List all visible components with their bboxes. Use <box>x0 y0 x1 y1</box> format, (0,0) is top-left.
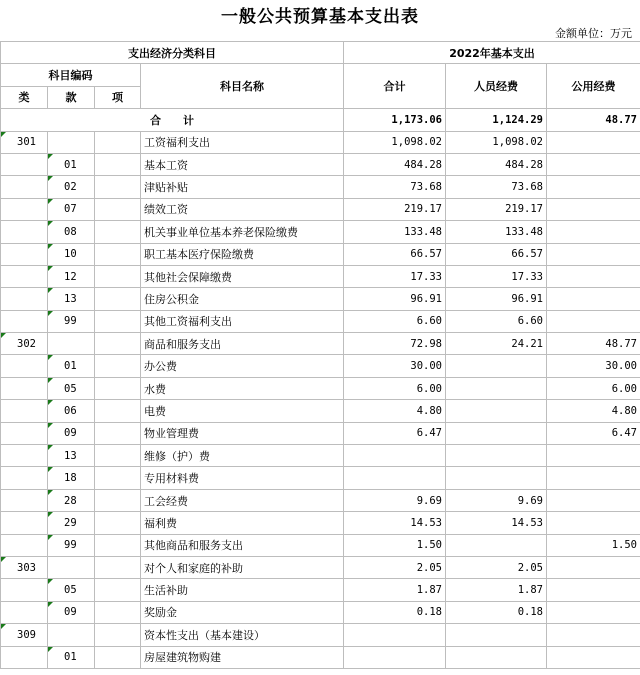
item-code-cell: 99 <box>48 534 95 556</box>
class-code-cell <box>1 445 48 467</box>
total-cell: 66.57 <box>344 243 446 265</box>
class-code-cell: 303 <box>1 556 48 578</box>
subject-name-cell: 奖励金 <box>141 601 344 623</box>
item-code-cell: 02 <box>48 176 95 198</box>
public-cell <box>547 198 640 220</box>
sub-code-cell <box>95 601 141 623</box>
sub-code-cell <box>95 445 141 467</box>
public-cell: 4.80 <box>547 400 640 422</box>
public-cell <box>547 131 640 153</box>
item-code-cell: 01 <box>48 153 95 175</box>
table-row <box>1 243 640 265</box>
table-row <box>1 601 640 623</box>
item-code-cell: 05 <box>48 579 95 601</box>
item-code-cell: 09 <box>48 601 95 623</box>
subject-name-cell: 工资福利支出 <box>141 131 344 153</box>
subject-name-cell: 其他工资福利支出 <box>141 310 344 332</box>
total-cell: 14.53 <box>344 512 446 534</box>
total-cell: 9.69 <box>344 489 446 511</box>
item-code-cell: 01 <box>48 646 95 668</box>
item-code-cell <box>48 333 95 355</box>
total-cell: 1.87 <box>344 579 446 601</box>
public-cell: 6.00 <box>547 377 640 399</box>
table-row <box>1 153 640 175</box>
class-code-cell <box>1 355 48 377</box>
subject-name-cell: 其他社会保障缴费 <box>141 265 344 287</box>
public-cell <box>547 445 640 467</box>
item-code-cell: 13 <box>48 445 95 467</box>
personnel-cell <box>446 646 547 668</box>
total-cell: 30.00 <box>344 355 446 377</box>
personnel-cell: 96.91 <box>446 288 547 310</box>
table-row <box>1 288 640 310</box>
total-cell: 96.91 <box>344 288 446 310</box>
table-row <box>1 377 640 399</box>
public-cell: 6.47 <box>547 422 640 444</box>
item-code-cell: 07 <box>48 198 95 220</box>
sub-code-cell <box>95 131 141 153</box>
header-personnel: 人员经费 <box>446 64 547 109</box>
sub-code-cell <box>95 310 141 332</box>
item-code-cell: 18 <box>48 467 95 489</box>
public-cell <box>547 153 640 175</box>
total-cell: 4.80 <box>344 400 446 422</box>
total-cell: 6.00 <box>344 377 446 399</box>
page-title: 一般公共预算基本支出表 <box>221 7 419 27</box>
personnel-cell <box>446 467 547 489</box>
public-cell <box>547 310 640 332</box>
class-code-cell <box>1 579 48 601</box>
item-code-cell: 05 <box>48 377 95 399</box>
total-cell: 17.33 <box>344 265 446 287</box>
total-cell: 6.47 <box>344 422 446 444</box>
item-code-cell <box>48 624 95 646</box>
header-left-group: 支出经济分类科目 <box>1 42 344 64</box>
total-cell: 73.68 <box>344 176 446 198</box>
subject-name-cell: 商品和服务支出 <box>141 333 344 355</box>
table-body <box>1 109 640 669</box>
subject-name-cell: 职工基本医疗保险缴费 <box>141 243 344 265</box>
class-code-cell <box>1 288 48 310</box>
public-cell: 48.77 <box>547 333 640 355</box>
sub-code-cell <box>95 333 141 355</box>
personnel-cell: 66.57 <box>446 243 547 265</box>
public-cell <box>547 243 640 265</box>
item-code-cell: 13 <box>48 288 95 310</box>
item-code-cell: 10 <box>48 243 95 265</box>
class-code-cell <box>1 646 48 668</box>
personnel-cell: 484.28 <box>446 153 547 175</box>
subject-name-cell: 办公费 <box>141 355 344 377</box>
item-code-cell: 28 <box>48 489 95 511</box>
sub-code-cell <box>95 467 141 489</box>
total-cell: 72.98 <box>344 333 446 355</box>
public-cell <box>547 512 640 534</box>
total-cell: 133.48 <box>344 221 446 243</box>
class-code-cell <box>1 198 48 220</box>
total-cell: 1.50 <box>344 534 446 556</box>
table-row <box>1 467 640 489</box>
class-code-cell: 302 <box>1 333 48 355</box>
table-row <box>1 445 640 467</box>
class-code-cell <box>1 489 48 511</box>
header-right-group: 2022年基本支出 <box>344 42 640 64</box>
subject-name-cell: 专用材料费 <box>141 467 344 489</box>
subject-name-cell: 机关事业单位基本养老保险缴费 <box>141 221 344 243</box>
total-public: 48.77 <box>547 109 640 131</box>
personnel-cell: 24.21 <box>446 333 547 355</box>
public-cell <box>547 601 640 623</box>
subject-name-cell: 对个人和家庭的补助 <box>141 556 344 578</box>
table-row <box>1 646 640 668</box>
subject-name-cell: 电费 <box>141 400 344 422</box>
total-personnel: 1,124.29 <box>446 109 547 131</box>
personnel-cell: 2.05 <box>446 556 547 578</box>
personnel-cell: 133.48 <box>446 221 547 243</box>
sub-code-cell <box>95 579 141 601</box>
class-code-cell: 301 <box>1 131 48 153</box>
class-code-cell <box>1 467 48 489</box>
sub-code-cell <box>95 512 141 534</box>
table-row <box>1 355 640 377</box>
item-code-cell: 08 <box>48 221 95 243</box>
public-cell <box>547 288 640 310</box>
sub-code-cell <box>95 646 141 668</box>
class-code-cell <box>1 265 48 287</box>
subject-name-cell: 生活补助 <box>141 579 344 601</box>
header-item: 款 <box>48 86 95 108</box>
item-code-cell: 29 <box>48 512 95 534</box>
class-code-cell: 309 <box>1 624 48 646</box>
table-row <box>1 131 640 153</box>
personnel-cell: 6.60 <box>446 310 547 332</box>
header-name: 科目名称 <box>141 64 344 109</box>
subject-name-cell: 绩效工资 <box>141 198 344 220</box>
total-cell: 0.18 <box>344 601 446 623</box>
item-code-cell: 06 <box>48 400 95 422</box>
item-code-cell <box>48 556 95 578</box>
total-cell: 1,098.02 <box>344 131 446 153</box>
public-cell: 1.50 <box>547 534 640 556</box>
sub-code-cell <box>95 422 141 444</box>
item-code-cell: 99 <box>48 310 95 332</box>
public-cell <box>547 624 640 646</box>
personnel-cell <box>446 355 547 377</box>
header-class: 类 <box>1 86 48 108</box>
public-cell <box>547 176 640 198</box>
subject-name-cell: 物业管理费 <box>141 422 344 444</box>
total-cell <box>344 624 446 646</box>
item-code-cell: 12 <box>48 265 95 287</box>
total-sum: 1,173.06 <box>344 109 446 131</box>
table-row <box>1 624 640 646</box>
public-cell <box>547 646 640 668</box>
subject-name-cell: 其他商品和服务支出 <box>141 534 344 556</box>
table-row <box>1 400 640 422</box>
public-cell <box>547 579 640 601</box>
sub-code-cell <box>95 265 141 287</box>
personnel-cell <box>446 534 547 556</box>
class-code-cell <box>1 377 48 399</box>
sub-code-cell <box>95 377 141 399</box>
class-code-cell <box>1 512 48 534</box>
personnel-cell <box>446 445 547 467</box>
table-row <box>1 265 640 287</box>
sub-code-cell <box>95 288 141 310</box>
total-cell <box>344 646 446 668</box>
class-code-cell <box>1 400 48 422</box>
table-row <box>1 310 640 332</box>
subject-name-cell: 工会经费 <box>141 489 344 511</box>
sub-code-cell <box>95 221 141 243</box>
subject-name-cell: 住房公积金 <box>141 288 344 310</box>
public-cell <box>547 489 640 511</box>
personnel-cell: 0.18 <box>446 601 547 623</box>
public-cell <box>547 467 640 489</box>
total-cell <box>344 445 446 467</box>
table-row <box>1 512 640 534</box>
personnel-cell: 17.33 <box>446 265 547 287</box>
sub-code-cell <box>95 489 141 511</box>
sub-code-cell <box>95 556 141 578</box>
class-code-cell <box>1 221 48 243</box>
sub-code-cell <box>95 355 141 377</box>
public-cell: 30.00 <box>547 355 640 377</box>
sub-code-cell <box>95 153 141 175</box>
subject-name-cell: 基本工资 <box>141 153 344 175</box>
class-code-cell <box>1 176 48 198</box>
header-code-group: 科目编码 <box>1 64 141 86</box>
unit-label: 金额单位：万元 <box>555 27 632 40</box>
subject-name-cell: 福利费 <box>141 512 344 534</box>
total-label: 合 计 <box>1 109 344 131</box>
table-row <box>1 579 640 601</box>
public-cell <box>547 221 640 243</box>
table-row <box>1 333 640 355</box>
header-sub: 项 <box>95 86 141 108</box>
personnel-cell: 14.53 <box>446 512 547 534</box>
total-cell: 219.17 <box>344 198 446 220</box>
personnel-cell: 9.69 <box>446 489 547 511</box>
table-row <box>1 176 640 198</box>
header-total: 合计 <box>344 64 446 109</box>
total-row <box>1 109 640 131</box>
class-code-cell <box>1 534 48 556</box>
personnel-cell <box>446 400 547 422</box>
public-cell <box>547 265 640 287</box>
table-row <box>1 422 640 444</box>
subject-name-cell: 水费 <box>141 377 344 399</box>
class-code-cell <box>1 243 48 265</box>
total-cell: 2.05 <box>344 556 446 578</box>
subject-name-cell: 津贴补贴 <box>141 176 344 198</box>
sub-code-cell <box>95 198 141 220</box>
personnel-cell <box>446 624 547 646</box>
class-code-cell <box>1 601 48 623</box>
public-cell <box>547 556 640 578</box>
item-code-cell <box>48 131 95 153</box>
personnel-cell: 1,098.02 <box>446 131 547 153</box>
total-cell: 6.60 <box>344 310 446 332</box>
table-row <box>1 221 640 243</box>
sub-code-cell <box>95 534 141 556</box>
sub-code-cell <box>95 624 141 646</box>
subject-name-cell: 资本性支出（基本建设） <box>141 624 344 646</box>
total-cell <box>344 467 446 489</box>
personnel-cell: 1.87 <box>446 579 547 601</box>
sub-code-cell <box>95 243 141 265</box>
class-code-cell <box>1 310 48 332</box>
table-row <box>1 489 640 511</box>
table-row <box>1 198 640 220</box>
personnel-cell: 73.68 <box>446 176 547 198</box>
item-code-cell: 01 <box>48 355 95 377</box>
total-cell: 484.28 <box>344 153 446 175</box>
budget-table <box>0 41 640 669</box>
table-row <box>1 556 640 578</box>
personnel-cell: 219.17 <box>446 198 547 220</box>
personnel-cell <box>446 422 547 444</box>
class-code-cell <box>1 422 48 444</box>
item-code-cell: 09 <box>48 422 95 444</box>
header-public: 公用经费 <box>547 64 640 109</box>
sub-code-cell <box>95 176 141 198</box>
table-header <box>1 42 640 109</box>
table-row <box>1 534 640 556</box>
class-code-cell <box>1 153 48 175</box>
personnel-cell <box>446 377 547 399</box>
subject-name-cell: 房屋建筑物购建 <box>141 646 344 668</box>
sub-code-cell <box>95 400 141 422</box>
subject-name-cell: 维修（护）费 <box>141 445 344 467</box>
